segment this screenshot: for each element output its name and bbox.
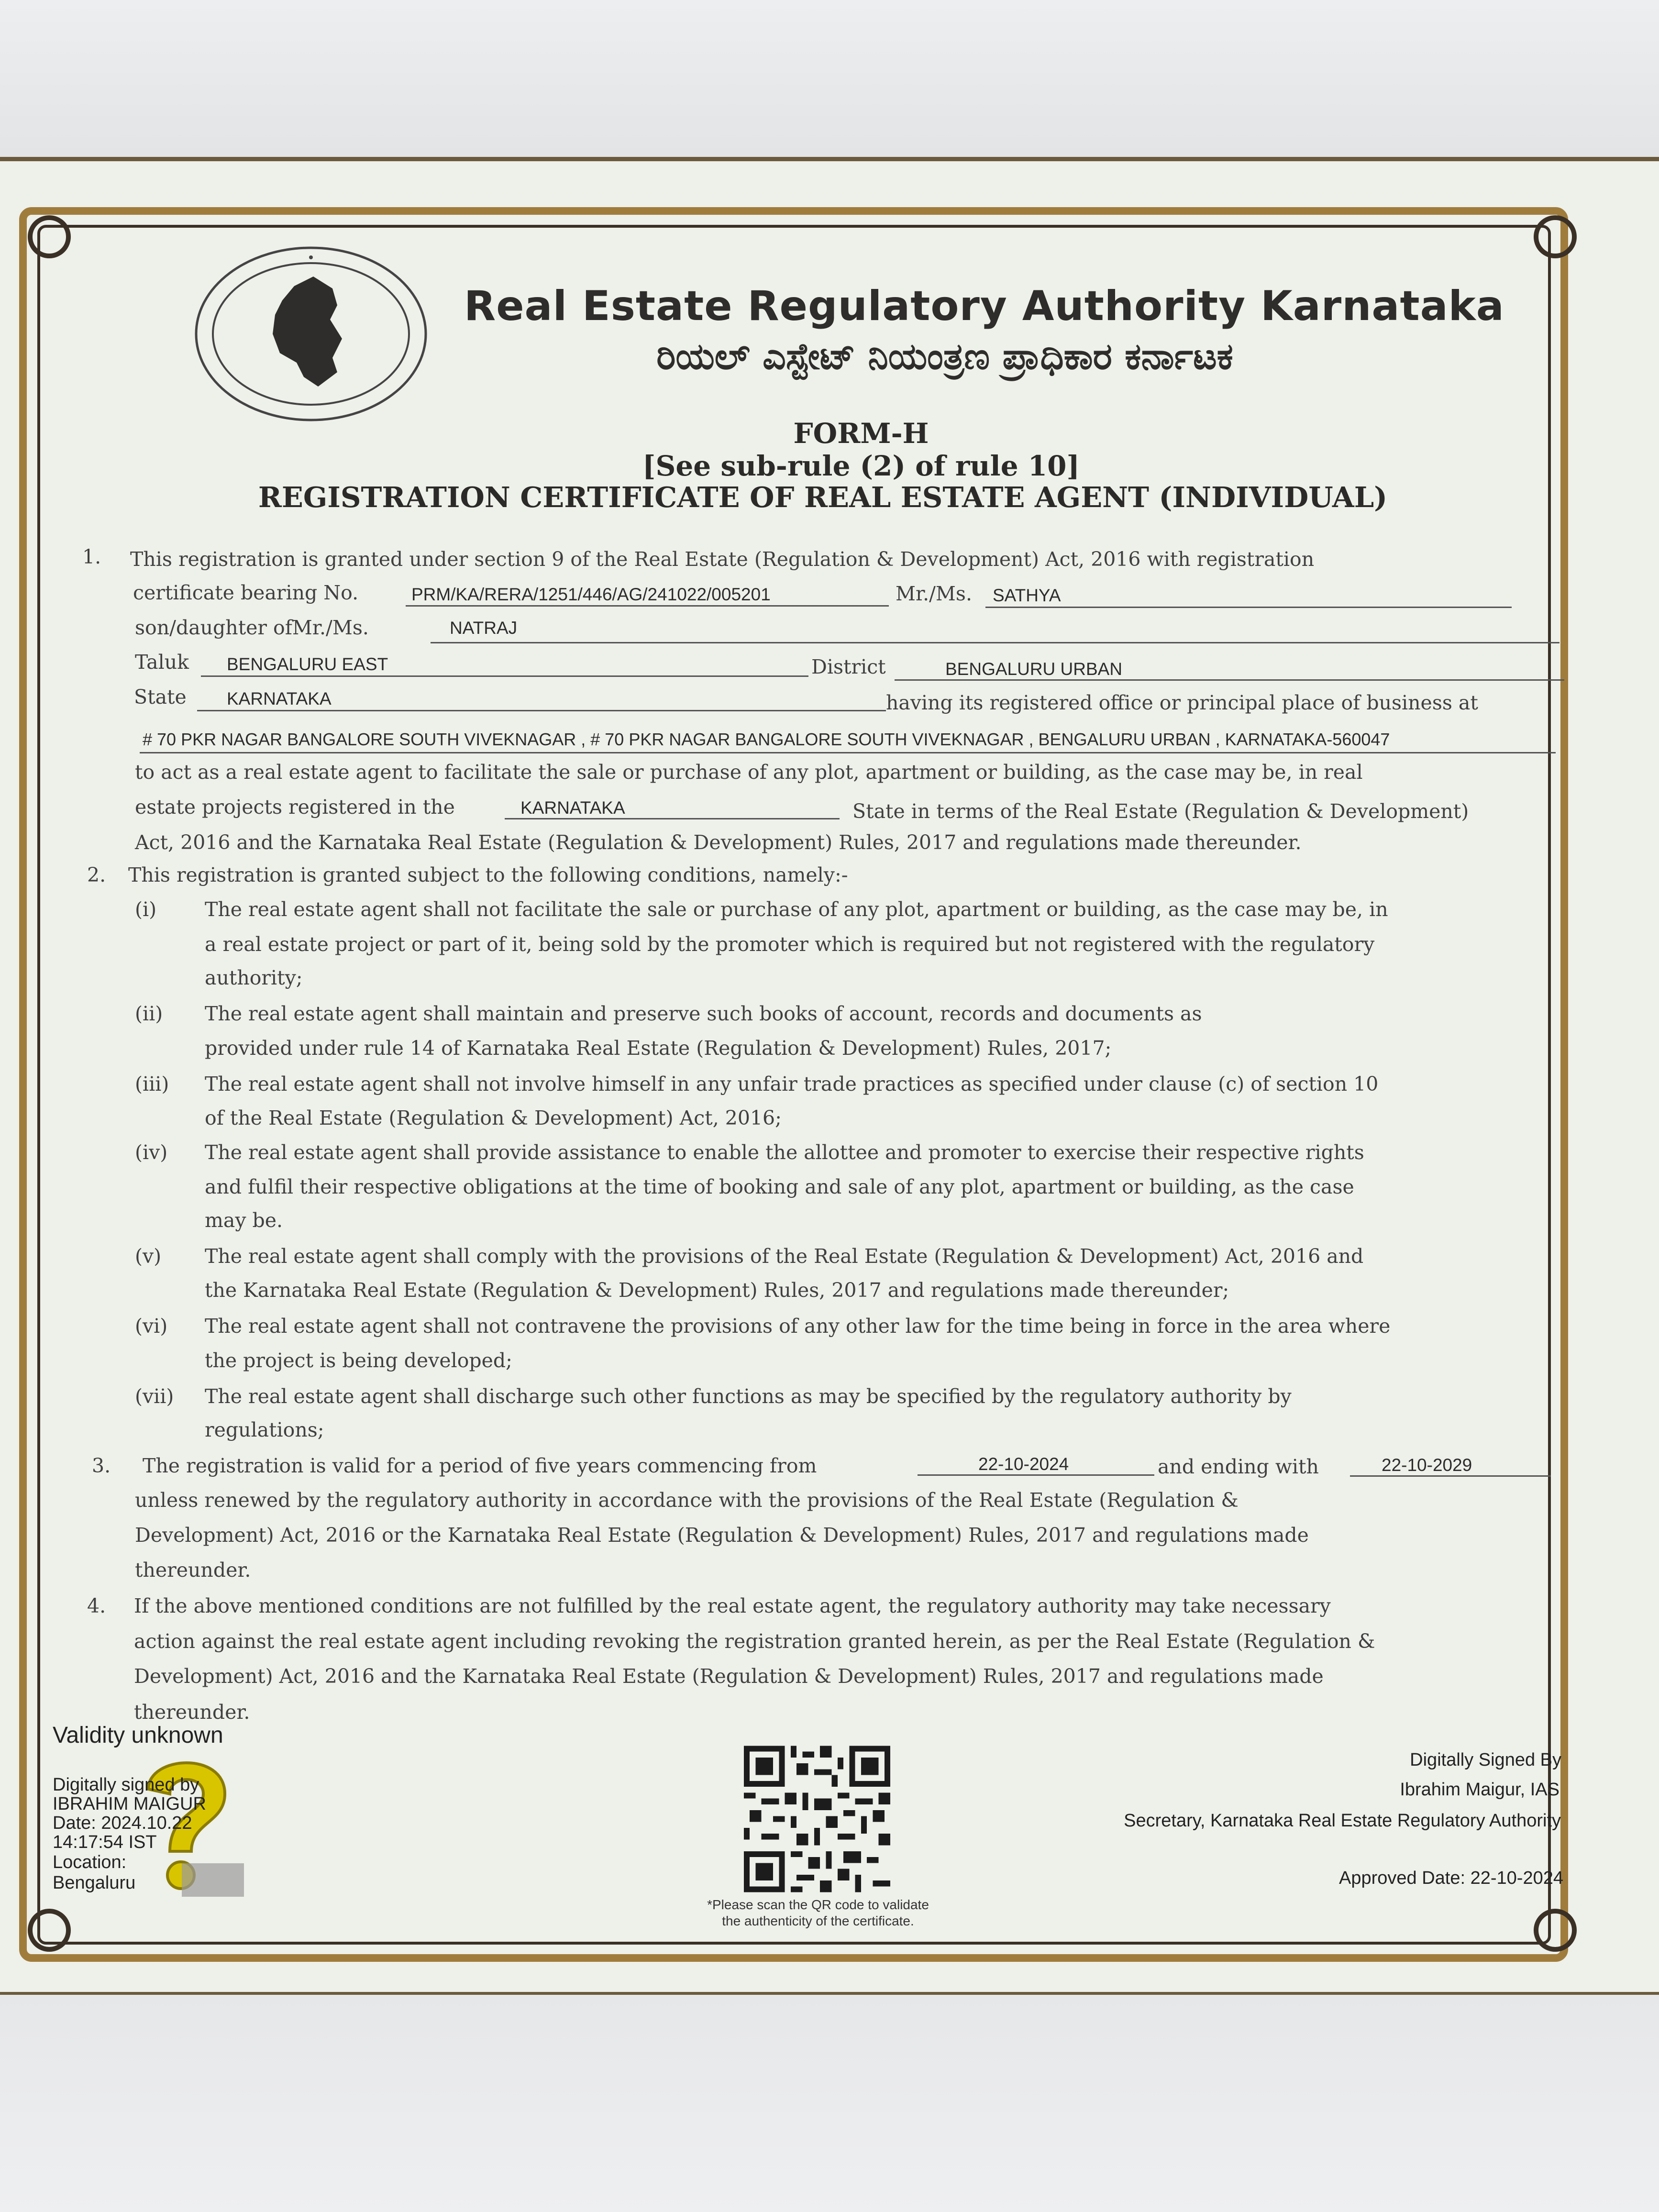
condition-text: The real estate agent shall provide assistance to enable the allottee and promoter to exercise their respective rights [205, 1141, 1364, 1164]
condition-text: of the Real Estate (Regulation & Development) Act, 2016; [205, 1106, 782, 1129]
condition-text: provided under rule 14 of Karnataka Real Estate (Regulation & Development) Rules, 2017; [205, 1037, 1112, 1060]
condition-text: the Karnataka Real Estate (Regulation & Development) Rules, 2017 and regulations made thereunder; [205, 1279, 1229, 1302]
clause-number: 3. [92, 1454, 111, 1477]
frame-corner-ornament [28, 1909, 71, 1952]
form-title: FORM-H [793, 417, 929, 450]
qr-instruction [665, 1897, 971, 1929]
start-date: 22-10-2024 [978, 1454, 1069, 1474]
condition-text: regulations; [205, 1418, 324, 1441]
condition-text: The real estate agent shall maintain and preserve such books of account, records and documents as [205, 1002, 1202, 1025]
fill-underline [201, 675, 808, 677]
fill-underline [406, 605, 889, 607]
fill-underline [140, 752, 1556, 753]
field-label: District [811, 655, 886, 678]
field-label: son/daughter ofMr./Ms. [135, 616, 369, 639]
clause-text: Development) Act, 2016 or the Karnataka Real Estate (Regulation & Development) Rules, 2017 and regulations made [135, 1524, 1309, 1547]
certificate-number: PRM/KA/RERA/1251/446/AG/241022/005201 [411, 585, 771, 604]
condition-text: and fulfil their respective obligations at the time of booking and sale of any plot, apartment or building, as the case [205, 1175, 1354, 1198]
condition-number: (ii) [135, 1002, 163, 1025]
district-value: BENGALURU URBAN [945, 659, 1123, 679]
authority-name-english: Real Estate Regulatory Authority Karnataka [464, 282, 1504, 330]
condition-text: the project is being developed; [205, 1349, 512, 1372]
fill-underline [505, 818, 840, 819]
fill-underline [895, 679, 1564, 681]
condition-number: (vii) [135, 1385, 174, 1408]
background-bottom [0, 1995, 1659, 2212]
field-label: Taluk [135, 651, 189, 674]
clause-text: to act as a real estate agent to facilitate the sale or purchase of any plot, apartment or building, as the case may be, in real [135, 761, 1363, 784]
signatory-name: Ibrahim Maigur, IAS [1400, 1780, 1559, 1800]
qr-note-line: the authenticity of the certificate. [722, 1913, 914, 1928]
field-label: The registration is valid for a period of five years commencing from [143, 1454, 817, 1477]
clause-number: 4. [87, 1594, 106, 1617]
condition-number: (i) [135, 898, 157, 921]
qr-code[interactable] [744, 1744, 890, 1894]
business-address: # 70 PKR NAGAR BANGALORE SOUTH VIVEKNAGAR , # 70 PKR NAGAR BANGALORE SOUTH VIVEKNAGAR , BENGALURU URBAN , KARNATAKA-560047 [143, 730, 1390, 749]
clause-text: unless renewed by the regulatory authority in accordance with the provisions of the Real Estate (Regulation & [135, 1489, 1239, 1512]
field-label: and ending with [1158, 1455, 1319, 1478]
frame-corner-ornament [1534, 215, 1577, 258]
condition-number: (vi) [135, 1315, 168, 1338]
condition-number: (v) [135, 1245, 162, 1268]
field-label: estate projects registered in the [135, 796, 455, 818]
condition-number: (iii) [135, 1073, 169, 1095]
condition-text: The real estate agent shall discharge such other functions as may be specified by the regulatory authority by [205, 1385, 1292, 1408]
field-label: certificate bearing No. [133, 581, 359, 604]
karnataka-map-seal-icon [194, 243, 433, 425]
location-label: Location: [53, 1852, 127, 1872]
digitally-signed-label: Digitally Signed By [1410, 1750, 1561, 1770]
digital-signature-validity [53, 1722, 277, 1904]
clause-text: thereunder. [134, 1701, 250, 1724]
fill-underline [197, 710, 886, 711]
frame-corner-ornament [1534, 1909, 1577, 1952]
state-value: KARNATAKA [227, 689, 332, 708]
taluk-value: BENGALURU EAST [227, 654, 388, 674]
clause-text: This registration is granted subject to the following conditions, namely:- [128, 863, 848, 886]
fill-underline [431, 642, 1559, 643]
fill-underline [918, 1474, 1154, 1476]
agent-name: SATHYA [993, 586, 1061, 605]
condition-text: The real estate agent shall not facilitate the sale or purchase of any plot, apartment or building, as the case may be, in [205, 898, 1388, 921]
authority-name-kannada: ರಿಯಲ್ ಎಸ್ಟೇಟ್ ನಿಯಂತ್ರಣ ಪ್ರಾಧಿಕಾರ ಕರ್ನಾಟಕ [656, 335, 1233, 377]
background-top [0, 0, 1659, 158]
clause-text: State in terms of the Real Estate (Regulation & Development) [852, 800, 1469, 823]
project-state: KARNATAKA [520, 798, 625, 818]
clause-text: Act, 2016 and the Karnataka Real Estate (Regulation & Development) Rules, 2017 and regulations made thereunder. [135, 831, 1302, 854]
qr-note-line: *Please scan the QR code to validate [707, 1897, 929, 1912]
field-label: Mr./Ms. [896, 582, 972, 605]
end-date: 22-10-2029 [1382, 1455, 1472, 1475]
clause-text: If the above mentioned conditions are not fulfilled by the real estate agent, the regulatory authority may take necessary [134, 1594, 1331, 1617]
fill-underline [985, 607, 1512, 608]
certificate-heading: REGISTRATION CERTIFICATE OF REAL ESTATE AGENT (INDIVIDUAL) [258, 481, 1388, 514]
condition-text: The real estate agent shall not involve himself in any unfair trade practices as specified under clause (c) of section 10 [205, 1073, 1379, 1095]
approved-date: Approved Date: 22-10-2024 [1339, 1868, 1563, 1888]
fill-underline [1350, 1475, 1551, 1477]
clause-number: 1. [82, 545, 101, 568]
signed-by-label: Digitally signed by [53, 1775, 199, 1795]
clause-text: This registration is granted under section 9 of the Real Estate (Regulation & Development) Act, 2016 with registration [130, 548, 1315, 571]
signatory-designation: Secretary, Karnataka Real Estate Regulatory Authority [1124, 1811, 1561, 1831]
condition-text: The real estate agent shall comply with the provisions of the Real Estate (Regulation & Development) Act, 2016 and [205, 1245, 1364, 1268]
parent-name: NATRAJ [450, 618, 518, 638]
sign-time: 14:17:54 IST [53, 1832, 157, 1852]
condition-text: authority; [205, 966, 303, 989]
clause-text: action against the real estate agent including revoking the registration granted herein, as per the Real Estate (Regulation & [134, 1630, 1375, 1653]
field-label: having its registered office or principal place of business at [886, 691, 1478, 714]
frame-corner-ornament [28, 215, 71, 258]
form-subtitle: [See sub-rule (2) of rule 10] [642, 450, 1080, 482]
condition-number: (iv) [135, 1141, 168, 1164]
signer-name: IBRAHIM MAIGUR [53, 1794, 206, 1814]
clause-number: 2. [87, 863, 106, 886]
condition-text: a real estate project or part of it, being sold by the promoter which is required but not registered with the regulatory [205, 933, 1375, 956]
clause-text: thereunder. [135, 1559, 251, 1582]
sign-date: Date: 2024.10.22 [53, 1813, 192, 1833]
clause-text: Development) Act, 2016 and the Karnataka Real Estate (Regulation & Development) Rules, 2017 and regulations made [134, 1665, 1324, 1688]
validity-status: Validity unknown [53, 1723, 223, 1748]
field-label: State [134, 686, 187, 708]
condition-text: The real estate agent shall not contravene the provisions of any other law for the time being in force in the area where [205, 1315, 1391, 1338]
location-value: Bengaluru [53, 1873, 136, 1893]
condition-text: may be. [205, 1209, 283, 1232]
